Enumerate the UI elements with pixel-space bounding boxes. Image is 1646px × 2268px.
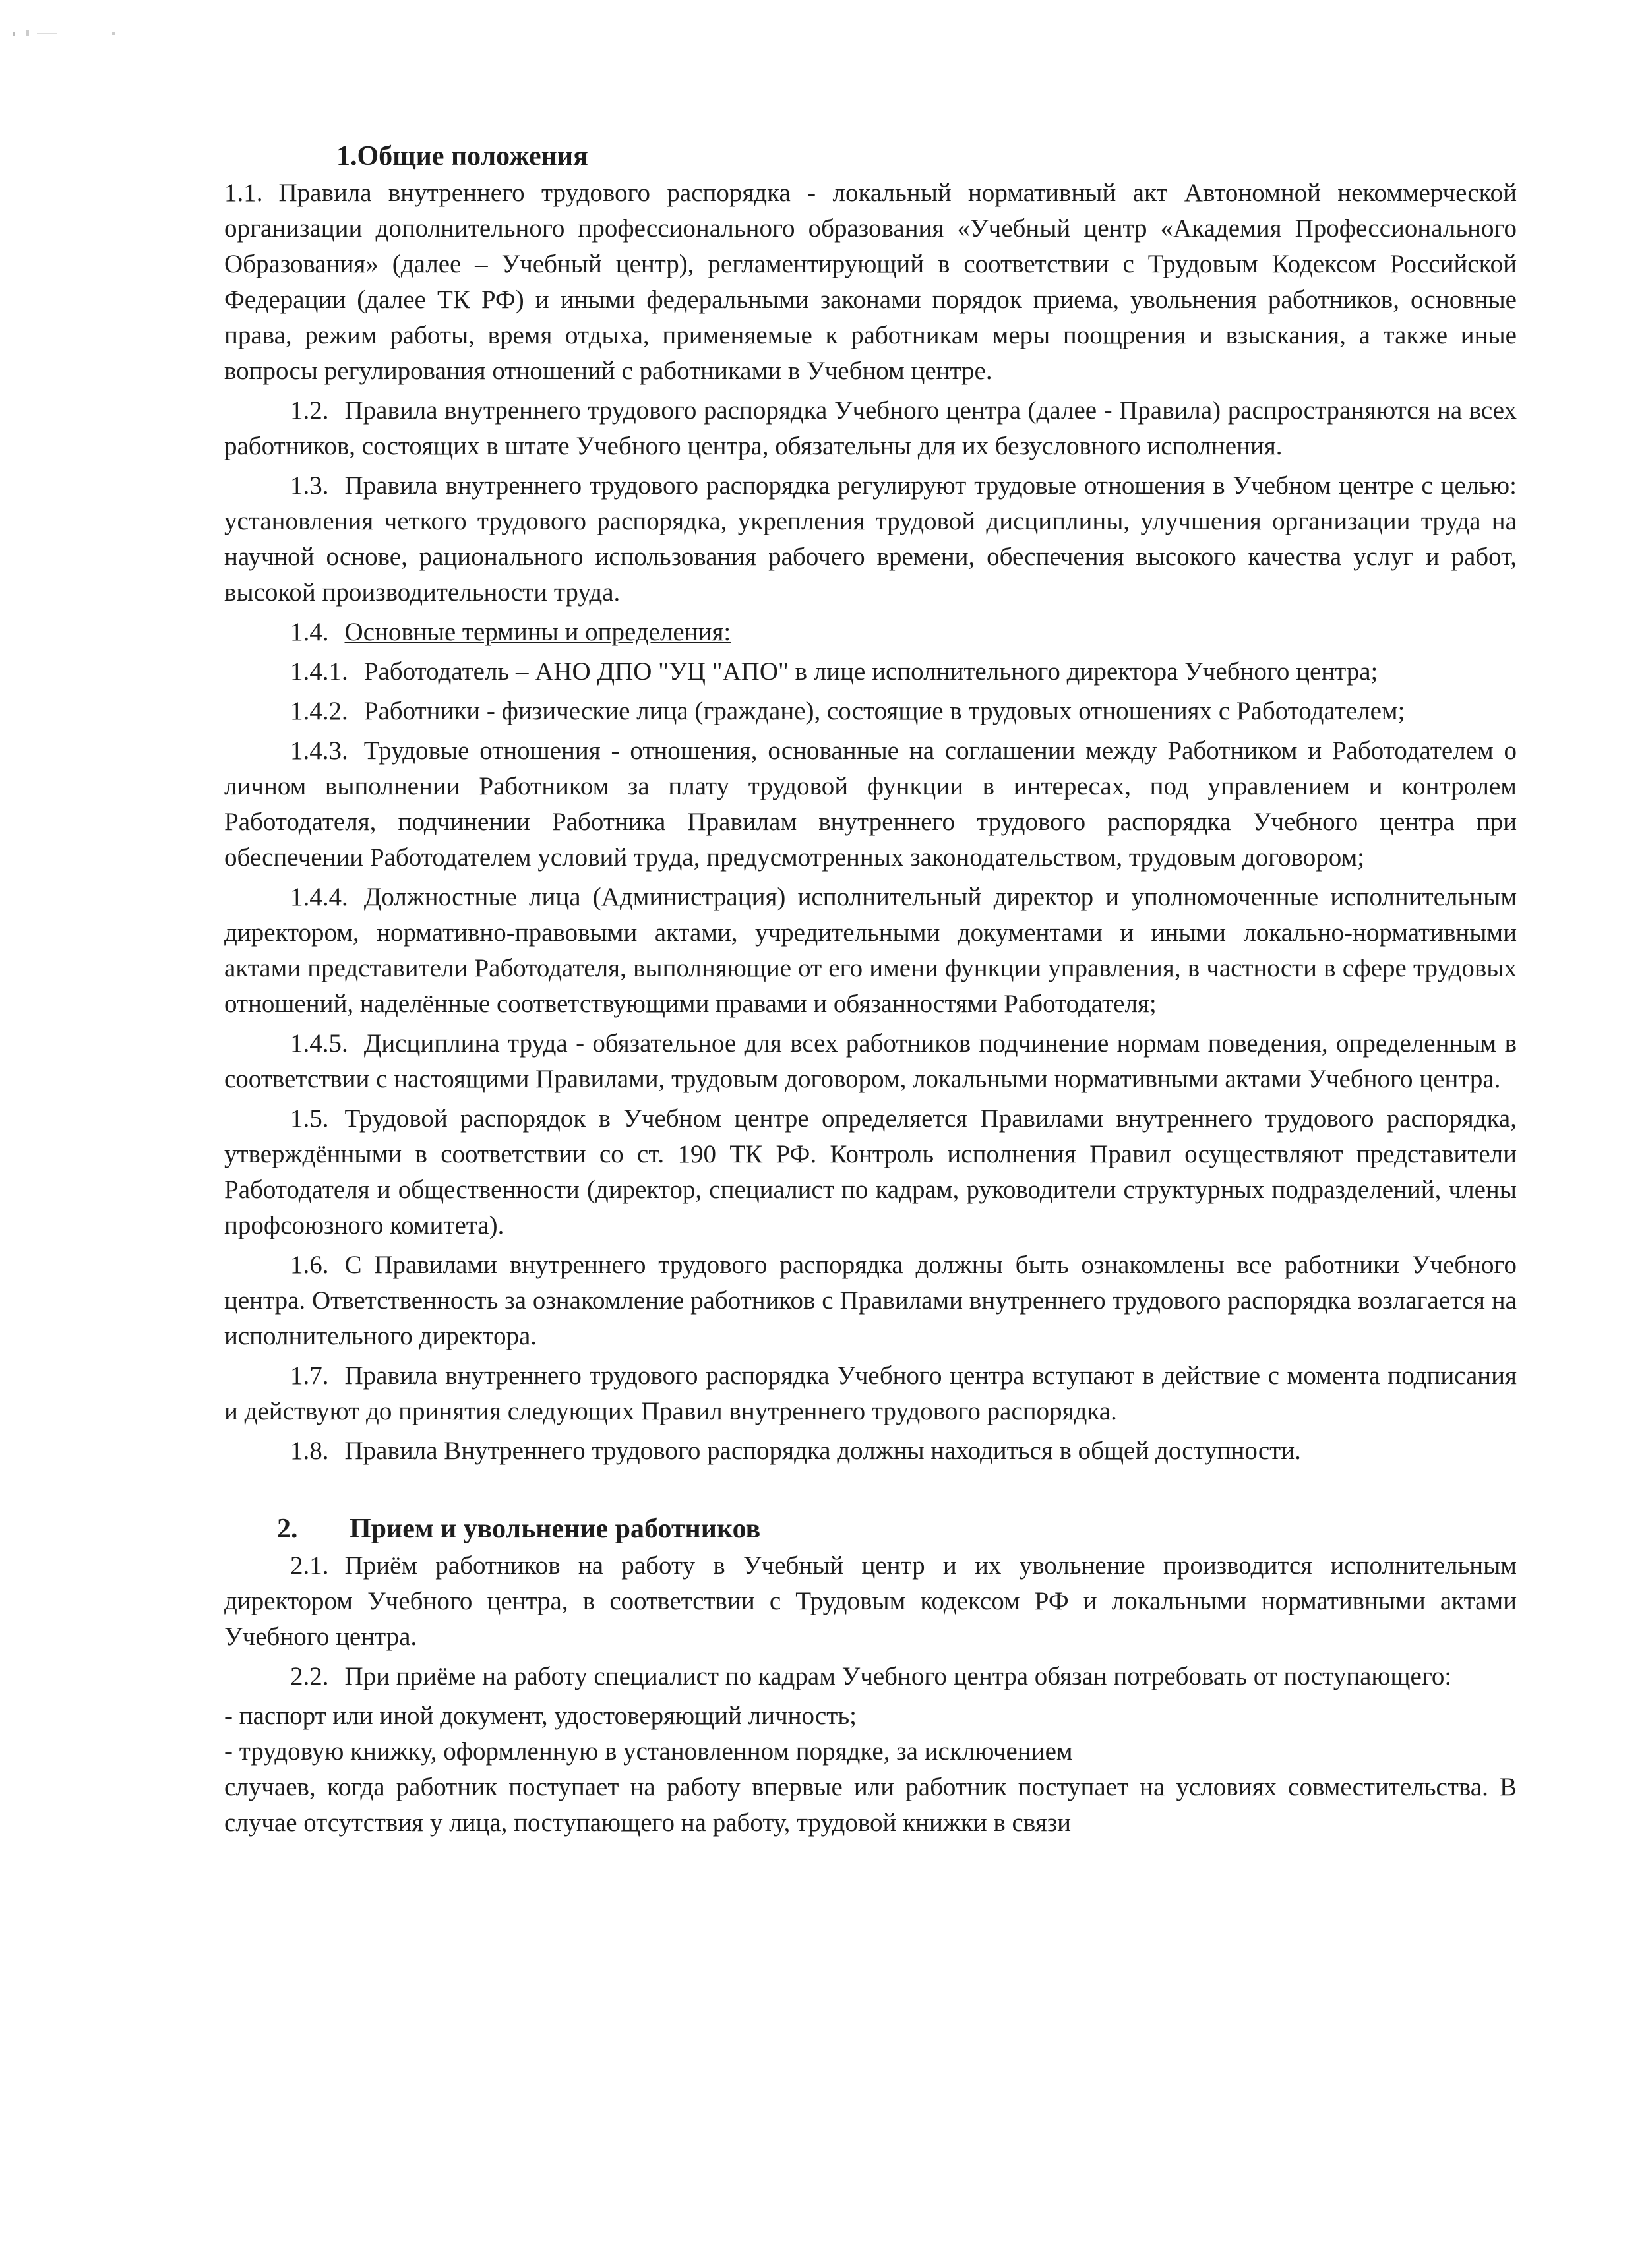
paragraph-continuation: случаев, когда работник поступает на работу впервые или работник поступает на условиях совместительства. В случае отсутствия у лица, поступающего на работу, трудовой книжки в связи: [224, 1773, 1517, 1837]
paragraph-1-8: [224, 1433, 1517, 1469]
paragraph-text: Дисциплина труда - обязательное для всех работников подчинение нормам поведения, определенным в соответствии с настоящими Правилами, трудовым договором, локальными нормативными актами Учебного центра.: [224, 1029, 1517, 1093]
paragraph-number: 1.4.4.: [290, 883, 348, 911]
paragraph-text: Должностные лица (Администрация) исполнительный директор и уполномоченные исполнительным директором, нормативно-правовыми актами, учредительными документами и иными локально-нормативными актами представители Работодателя, выполняющие от его имени функции управления, в частности в сфере трудовых отношений, наделённые соответствующими правами и обязанностями Работодателя;: [224, 883, 1517, 1018]
paragraph-number: 1.4.5.: [290, 1029, 348, 1058]
paragraph-text: Трудовые отношения - отношения, основанные на соглашении между Работником и Работодателем о личном выполнении Работником за плату трудовой функции в интересах, под управлением и контролем Работодателя, подчинении Работника Правилам внутреннего трудового распорядка Учебного центра при обеспечении Работодателем условий труда, предусмотренных законодательством, трудовым договором;: [224, 736, 1517, 872]
paragraph-text: Работники - физические лица (граждане), состоящие в трудовых отношениях с Работодателем;: [363, 697, 1405, 725]
paragraph-1-4: [224, 614, 1517, 650]
paragraph-1-1: [224, 175, 1517, 389]
paragraph-1-4-4: [224, 880, 1517, 1022]
paragraph-number: 1.4.2.: [290, 697, 348, 725]
paragraph-number: 1.1.: [224, 179, 263, 207]
section-1-heading: 1.Общие положения: [336, 141, 588, 171]
paragraph-text: Трудовой распорядок в Учебном центре определяется Правилами внутреннего трудового распорядка, утверждёнными в соответствии со ст. 190 ТК РФ. Контроль исполнения Правил осуществляют представители Работодателя и общественности (директор, специалист по кадрам, руководители структурных подразделений, члены профсоюзного комитета).: [224, 1104, 1517, 1239]
paragraph-text: Работодатель – АНО ДПО "УЦ "АПО" в лице исполнительного директора Учебного центра;: [363, 657, 1378, 686]
paragraph-number: 1.5.: [290, 1104, 329, 1133]
paragraph-1-3: [224, 468, 1517, 611]
paragraph-1-2: [224, 393, 1517, 464]
paragraph-number: 1.7.: [290, 1361, 329, 1390]
paragraph-number: 2.1.: [290, 1551, 329, 1580]
paragraph-2-2: [224, 1659, 1517, 1694]
paragraph-1-4-2: [224, 694, 1517, 729]
paragraph-number: 1.6.: [290, 1251, 329, 1279]
paragraph-1-6: [224, 1247, 1517, 1354]
paragraph-number: 1.4.: [290, 618, 329, 646]
paragraph-1-4-1: [224, 654, 1517, 690]
section-2-heading: [277, 1511, 1517, 1547]
paragraph-number: 1.2.: [290, 396, 329, 425]
list-item: - паспорт или иной документ, удостоверяющий личность;: [224, 1702, 857, 1730]
scan-artifact: [13, 26, 119, 40]
paragraph-text: Правила внутреннего трудового распорядка регулируют трудовые отношения в Учебном центре с целью: установления четкого трудового распорядка, укрепления трудовой дисциплины, улучшения организации труда на научной основе, рационального использования рабочего времени, обеспечения высокого качества услуг и работ, высокой производительности труда.: [224, 471, 1517, 607]
paragraph-text: С Правилами внутреннего трудового распорядка должны быть ознакомлены все работники Учебного центра. Ответственность за ознакомление работников с Правилами внутреннего трудового распорядка возлагается на исполнительного директора.: [224, 1251, 1517, 1350]
paragraph-1-4-5: [224, 1026, 1517, 1097]
paragraph-number: 1.3.: [290, 471, 329, 500]
paragraph-text: Правила внутреннего трудового распорядка - локальный нормативный акт Автономной некоммерческой организации дополнительного профессионального образования «Учебный центр «Академия Профессионального Образования» (далее – Учебный центр), регламентирующий в соответствии с Трудовым Кодексом Российской Федерации (далее ТК РФ) и иными федеральными законами порядок приема, увольнения работников, основные права, режим работы, время отдыха, применяемые к работникам меры поощрения и взыскания, а также иные вопросы регулирования отношений с работниками в Учебном центре.: [224, 179, 1517, 385]
paragraph-number: 2.2.: [290, 1662, 329, 1690]
terms-heading: Основные термины и определения:: [344, 618, 731, 646]
paragraph-number: 1.4.1.: [290, 657, 348, 686]
paragraph-text: Правила внутреннего трудового распорядка Учебного центра (далее - Правила) распространяются на всех работников, состоящих в штате Учебного центра, обязательны для их безусловного исполнения.: [224, 396, 1517, 460]
paragraph-2-1: [224, 1548, 1517, 1655]
paragraph-1-7: [224, 1358, 1517, 1429]
list-item: - трудовую книжку, оформленную в установленном порядке, за исключением: [224, 1737, 1073, 1766]
document-body: [224, 138, 1517, 1841]
paragraph-text: При приёме на работу специалист по кадрам Учебного центра обязан потребовать от поступающего:: [344, 1662, 1452, 1690]
paragraph-1-4-3: [224, 733, 1517, 876]
paragraph-1-5: [224, 1101, 1517, 1243]
paragraph-text: Приём работников на работу в Учебный центр и их увольнение производится исполнительным директором Учебного центра, в соответствии с Трудовым кодексом РФ и локальными нормативными актами Учебного центра.: [224, 1551, 1517, 1651]
section-title: Прием и увольнение работников: [350, 1514, 761, 1544]
paragraph-number: 1.4.3.: [290, 736, 348, 765]
paragraph-number: 1.8.: [290, 1437, 329, 1465]
section-number: 2.: [277, 1514, 298, 1544]
paragraph-text: Правила внутреннего трудового распорядка Учебного центра вступают в действие с момента подписания и действуют до принятия следующих Правил внутреннего трудового распорядка.: [224, 1361, 1517, 1425]
paragraph-text: Правила Внутреннего трудового распорядка должны находиться в общей доступности.: [344, 1437, 1301, 1465]
